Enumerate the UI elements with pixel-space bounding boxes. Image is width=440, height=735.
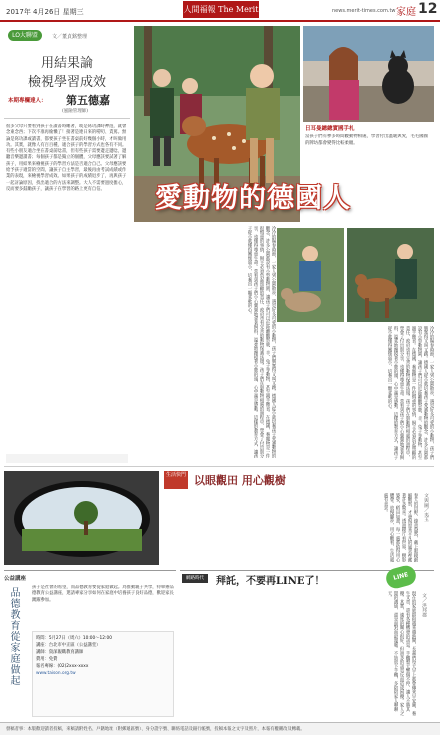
author-prefix: 本期專欄達人： xyxy=(8,98,47,104)
feature-article xyxy=(134,226,300,464)
glasses-body: 春天的田野，綠意盎然，戴上眼鏡細細觀察，才發現原來平凡的風景裡藏著許多驚喜。透過鏡片看世界，樹影婆娑，稻田如畫，每一處都值得用心體會。放慢腳步，用心觀看，生活處處有美景。 xyxy=(383,493,418,562)
lecture-section xyxy=(4,570,176,720)
photo-girl-deer xyxy=(347,228,434,322)
lecture-register: 報名專線：(02)2xxx-xxxx xyxy=(36,664,89,669)
website-url[interactable]: news.merit-times.com.tw xyxy=(332,8,396,14)
photo-glasses-tree xyxy=(4,471,159,565)
online-body: 現在的家庭群組越來越熱鬧，長輩們每天早上都會傳來早安圖、養生文章，還有各種轉發的訊息。手機整天響個不停，讓人不勝其擾。其實，適度的關心很好，但過多的訊息反而造成困擾。家人之間的溝通，還是面對面最溫暖。不妨放下手機，多陪陪家人聊聊天。 xyxy=(387,591,416,716)
author-name: 第五德嘉 xyxy=(66,94,110,107)
author-note: (風險管理師) xyxy=(62,109,89,114)
lecture-speaker: 講師：資深親職教育講師 xyxy=(36,650,84,655)
line-badge: LINE xyxy=(384,563,418,590)
online-byline: 文／洪邦郡 xyxy=(421,593,426,617)
glasses-byline: 文與圖／夷玉 xyxy=(423,493,428,522)
page-header xyxy=(0,0,440,22)
column-badge: LO大聯盟 xyxy=(8,30,42,41)
online-section xyxy=(180,570,434,720)
photo-caption-box xyxy=(303,124,434,172)
glasses-section xyxy=(4,466,434,566)
online-title: 拜託，不要再LINE了！ xyxy=(216,576,325,587)
newspaper-logo: 人間福報 The Merit xyxy=(183,1,259,18)
lecture-body: 孩子是社會的希望，而品德教育要從家庭做起。為推動親子共學，特舉辦品德教育公益講座，邀請專家分享如何在家庭中培養孩子良好品德，歡迎家長踴躍參加。 xyxy=(32,585,174,603)
caption-text: 當孩子們有參多時間觀動物相處，學習付出溫暖與愛，毛毛國國的牌坊都會變得比較柔順。 xyxy=(305,134,428,146)
lecture-fee: 費用：免費 xyxy=(36,657,58,662)
glasses-tag: 生活快門 xyxy=(164,471,188,489)
column-title-line2: 檢視學習成效 xyxy=(27,75,106,90)
lecture-time: 時間：5月27日（周六）10:00～12:00 xyxy=(36,636,112,641)
page-number: 12 xyxy=(418,1,438,17)
column-title-line1: 用結果論 xyxy=(40,56,93,71)
column-byline: 文／董貞銘整理 xyxy=(52,34,88,40)
column-article xyxy=(4,28,130,463)
lecture-title: 品德教育從家庭做起 xyxy=(8,587,19,686)
section-name: 家庭 xyxy=(396,7,416,18)
column-body: 很多父母只要看到孩子在讀書時睡著，或是寫功課時神遊，就會念東念西；下次不准再偷懶了！接著是連日來的嘮叨、責罵。無論是寫功課或讀書，都要孩子坐在書桌前好幾個小時，才叫做用功。其實，就像人有百百種，適合孩子的學習方式也各有不同。有些小朋友適合坐在書桌前唸書，但有些孩子需要邊走邊唸，邊聽音樂邊讀書；每個孩子都是獨立的個體，父母應該要試著了解孩子，用結果來檢視孩子的學習方法是否適合自己。父母應該要給予孩子適當的空間，讓孩子自主學習，最後再由考試成績或作業的表現，來檢視學習成效。如果孩子的成績退步了，再與孩子一起討論原因，找出適合的方法來調整。大人不需要過度擔心，反而要多鼓勵孩子，讓孩子在學習的路上更有自信。 xyxy=(6,124,127,192)
feature-body: 冷冷的陽春時節，一家人到公園散步，遇見好多可愛的小動物，孩子們興奮得又叫又跳。德國人從小就培養孩子愛護動物的觀念，許多公園都設有小型動物園，讓孩子們可以近距離觀察鹿、羊、兔子等動物，甚至親手餵食。在德國，養寵物是一件很慎重的事情，飼主必須負起照顧的責任，政府也有完善的動物保護法規。孩子們在與動物相處的過程中，學會了付出與分享，也懂得尊重生命。當看到孩子們小心翼翼地拿著飼料，溫柔地撫摸著小鹿的頭，心中滿是感動。這樣的教育方式，讓孩子從小就懂得關懷弱小，培養出一顆柔軟的心。 xyxy=(247,226,276,459)
photo-girl-cat xyxy=(303,26,434,122)
column-footer xyxy=(6,454,128,463)
caption-label: 日耳曼總總實國手札 xyxy=(305,126,355,132)
lecture-label: 公益講座 xyxy=(4,576,27,582)
footer-text: 發稿者事：本版歡迎讀者投稿，來稿請附姓名、戶籍地址（附郵遞區號）、身分證字號、聯絡電話及銀行帳號，投稿本報之文字及照片，本報有權刪改及轉載。 xyxy=(6,727,305,732)
issue-date: 2017年 4月26日 星期三 xyxy=(6,8,84,16)
page-footer xyxy=(0,722,440,735)
divider xyxy=(4,118,130,119)
glasses-title: 以眼觀田 用心觀樹 xyxy=(194,474,286,487)
feature-body-continued: 冷冷的陽春時節，一家人到公園散步，遇見好多可愛的小動物，孩子們興奮得又叫又跳。德國人從小就培養孩子愛護動物的觀念，許多公園都設有小型動物園，讓孩子們可以近距離觀察鹿、羊、兔子等動物，甚至親手餵食。在德國，養寵物是一件很慎重的事情，飼主必須負起照顧的責任，政府也有完善的動物保護法規。孩子們在與動物相處的過程中，學會了付出與分享，也懂得尊重生命。當看到孩子們小心翼翼地拿著飼料，溫柔地撫摸著小鹿的頭，心中滿是感動。這樣的教育方式，讓孩子從小就懂得關懷弱小，培養出一顆柔軟的心。 xyxy=(387,326,434,460)
online-tag: 網路時代 xyxy=(182,574,208,583)
lecture-venue: 講座：台北市中正區（公益講堂） xyxy=(36,643,101,648)
feature-title: 愛動物的德國人 xyxy=(155,183,351,214)
photo-boy-goat xyxy=(277,228,344,322)
lecture-website[interactable]: www.taison.org.tw xyxy=(36,671,76,676)
